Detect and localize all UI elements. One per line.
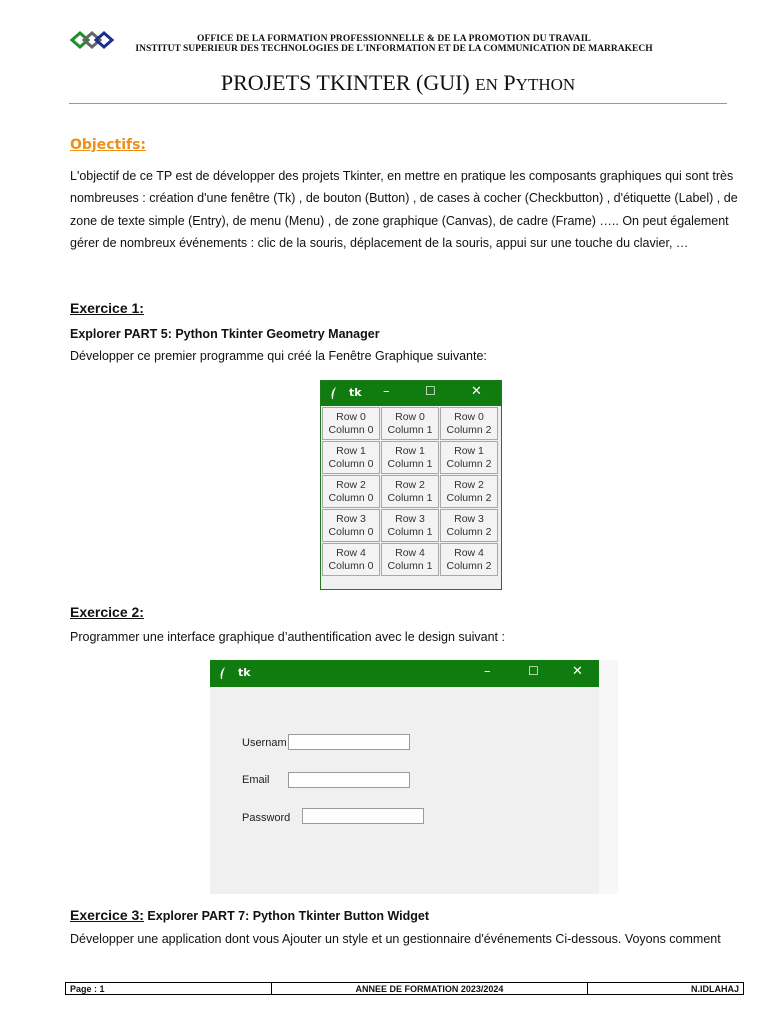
maximize-button[interactable]: ☐: [425, 384, 436, 398]
grid-cell: [440, 407, 498, 440]
grid-cell-column: Column 0: [328, 492, 374, 504]
exercice2-text: Programmer une interface graphique d’authentification avec le design suivant :: [70, 630, 505, 644]
grid-cell-row: Row 1: [395, 445, 425, 457]
grid-cell-row: Row 0: [336, 411, 366, 423]
exercice3-heading: Exercice 3:: [70, 907, 144, 923]
email-label: Email: [242, 774, 270, 786]
window-title: tk: [349, 386, 362, 399]
grid-cell-row: Row 4: [336, 547, 366, 559]
grid-cell-column: Column 2: [446, 458, 492, 470]
grid-cell: [322, 475, 380, 508]
grid-cell: [381, 407, 439, 440]
window-shadow: [599, 660, 618, 894]
grid-cell-row: Row 3: [336, 513, 366, 525]
grid-cell-row: Row 2: [454, 479, 484, 491]
grid-cell-column: Column 0: [328, 560, 374, 572]
footer-author: N.IDLAHAJ: [690, 983, 739, 994]
grid-cell-row: Row 3: [454, 513, 484, 525]
close-button[interactable]: ✕: [471, 384, 482, 399]
grid-cell-column: Column 0: [328, 424, 374, 436]
exercice3-text: Développer une application dont vous Ajouter un style et un gestionnaire d'événements Ci-dessous. Voyons comment: [70, 932, 721, 946]
page-title: [0, 70, 768, 96]
password-input[interactable]: [302, 808, 424, 824]
exercice2-heading: Exercice 2:: [70, 604, 144, 620]
grid-cell-row: Row 1: [336, 445, 366, 457]
grid-cell: [322, 543, 380, 576]
tk-login-window: [210, 660, 618, 894]
title-ython: YTHON: [515, 75, 576, 94]
header-line-1: OFFICE DE LA FORMATION PROFESSIONNELLE & DE LA PROMOTION DU TRAVAIL: [197, 34, 591, 44]
email-input[interactable]: [288, 772, 410, 788]
header-line-2: INSTITUT SUPERIEUR DES TECHNOLOGIES DE L'INFORMATION ET DE LA COMMUNICATION DE MARRAKECH: [135, 44, 653, 54]
grid-cell-row: Row 4: [395, 547, 425, 559]
tk-feather-icon: [331, 387, 337, 399]
title-main: PROJETS TKINTER (GUI): [220, 70, 476, 95]
grid-cell: [440, 441, 498, 474]
grid-cell: [381, 543, 439, 576]
grid-cell-row: Row 4: [454, 547, 484, 559]
grid-cell: [440, 475, 498, 508]
grid-cell: [440, 543, 498, 576]
tk-feather-icon: [220, 667, 226, 679]
title-p: P: [503, 70, 516, 95]
grid-cell-row: Row 0: [454, 411, 484, 423]
page-footer: [65, 982, 744, 995]
grid-cell-row: Row 2: [395, 479, 425, 491]
title-en: EN: [475, 75, 498, 94]
objectifs-text: L'objectif de ce TP est de développer des projets Tkinter, en mettre en pratique les composants graphiques qui sont très nombreuses : création d'une fenêtre (Tk) , de bouton (Button) , de cases à cocher (Checkbutton) , d'étiquette (Label) , de zone de texte simple (Entry), de menu (Menu) , de zone graphique (Canvas), de cadre (Frame) ….. On peut également gérer de nombreux événements : clic de la souris, déplacement de la souris, appui sur une touche du clavier, …: [70, 169, 738, 251]
window-titlebar: [210, 660, 599, 687]
close-button[interactable]: ✕: [572, 664, 583, 679]
footer-page: Page : 1: [66, 983, 272, 994]
grid-cell: [322, 441, 380, 474]
username-input[interactable]: [288, 734, 410, 750]
grid-cell-column: Column 1: [387, 424, 433, 436]
grid-cell-column: Column 1: [387, 560, 433, 572]
grid-cell-column: Column 0: [328, 526, 374, 538]
grid-cell: [381, 441, 439, 474]
minimize-button[interactable]: –: [383, 384, 390, 399]
grid-cell-column: Column 0: [328, 458, 374, 470]
grid-labels: [321, 406, 501, 577]
tk-grid-window: [320, 380, 502, 590]
grid-cell-column: Column 2: [446, 492, 492, 504]
grid-cell-row: Row 1: [454, 445, 484, 457]
exercice1-subtitle: Explorer PART 5: Python Tkinter Geometry Manager: [70, 327, 380, 341]
window-title: tk: [238, 666, 251, 679]
grid-cell-column: Column 1: [387, 526, 433, 538]
maximize-button[interactable]: ☐: [528, 664, 539, 678]
grid-cell: [381, 509, 439, 542]
grid-cell-row: Row 2: [336, 479, 366, 491]
grid-cell: [322, 407, 380, 440]
exercice3-subtitle: Explorer PART 7: Python Tkinter Button Widget: [143, 909, 430, 923]
username-label: Usernam: [242, 737, 287, 749]
grid-cell-column: Column 1: [387, 492, 433, 504]
grid-cell-row: Row 0: [395, 411, 425, 423]
window-titlebar: [321, 381, 501, 406]
minimize-button[interactable]: –: [484, 664, 491, 679]
footer-year: ANNEE DE FORMATION 2023/2024: [272, 983, 588, 994]
title-divider: [69, 103, 727, 104]
grid-cell: [440, 509, 498, 542]
exercice1-heading: Exercice 1:: [70, 300, 144, 316]
exercice3-heading-line: [70, 905, 429, 924]
password-label: Password: [242, 812, 291, 824]
grid-cell-column: Column 2: [446, 424, 492, 436]
grid-cell: [322, 509, 380, 542]
exercice1-text: Développer ce premier programme qui créé la Fenêtre Graphique suivante:: [70, 349, 487, 363]
grid-cell-column: Column 2: [446, 560, 492, 572]
objectifs-heading: Objectifs:: [70, 137, 147, 153]
grid-cell: [381, 475, 439, 508]
grid-cell-column: Column 2: [446, 526, 492, 538]
grid-cell-column: Column 1: [387, 458, 433, 470]
grid-cell-row: Row 3: [395, 513, 425, 525]
